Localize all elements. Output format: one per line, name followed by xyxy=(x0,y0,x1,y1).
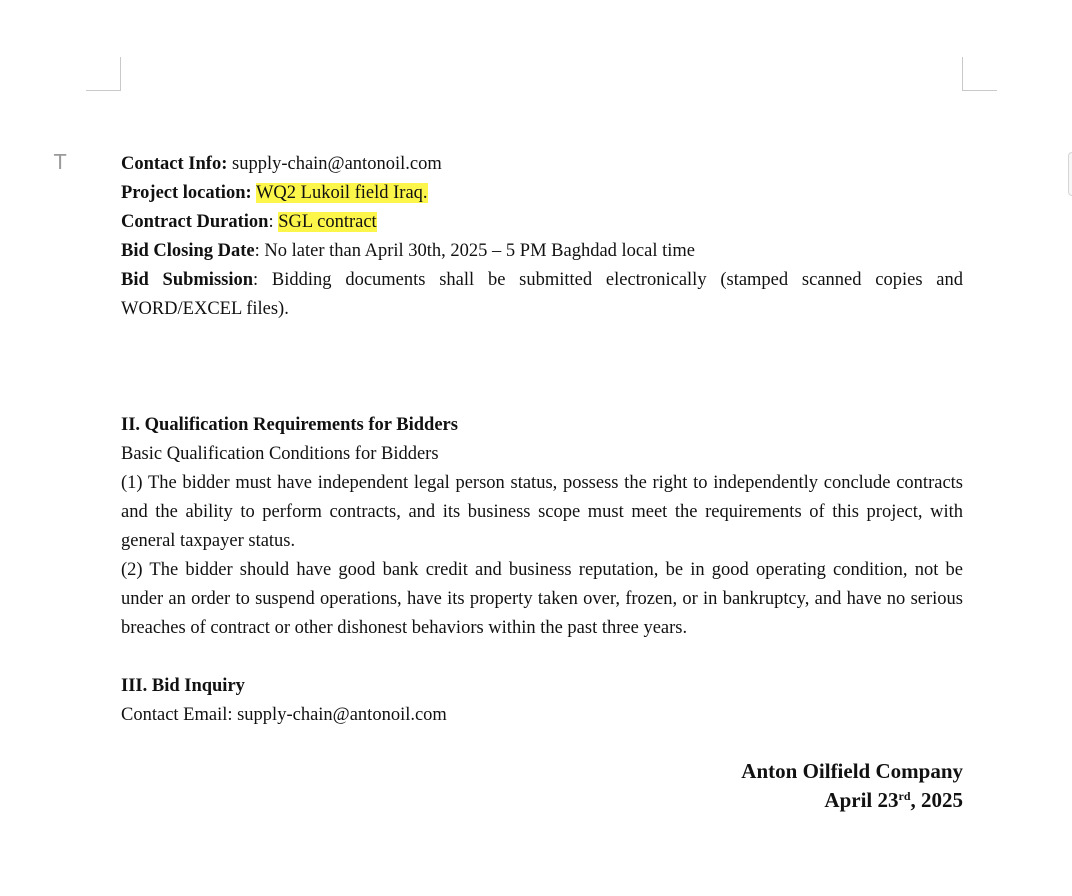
side-panel-handle[interactable] xyxy=(1068,152,1072,196)
signature-date-suffix: rd xyxy=(898,789,911,803)
bid-submission-label: Bid Submission xyxy=(121,270,254,290)
contract-duration-line xyxy=(121,208,963,237)
contact-info-value: supply-chain@antonoil.com xyxy=(227,154,442,174)
contract-duration-separator: : xyxy=(268,212,279,232)
project-location-line xyxy=(121,179,963,208)
contract-duration-label: Contract Duration xyxy=(121,212,269,232)
qualification-item-1: (1) The bidder must have independent legal person status, possess the right to independently conclude contracts and the ability to perform contracts, and its business scope must meet the requirements of this project, with general taxpayer status. xyxy=(121,473,963,551)
section-2-heading-text: II. Qualification Requirements for Bidders xyxy=(121,415,458,435)
signature-date xyxy=(121,786,963,815)
qualification-item-2: (2) The bidder should have good bank credit and business reputation, be in good operating condition, not be under an order to suspend operations, have its property taken over, frozen, or in bankruptcy, and have no serious breaches of contract or other dishonest behaviors within the past three years. xyxy=(121,560,963,638)
contact-email-line: Contact Email: supply-chain@antonoil.com xyxy=(121,705,447,725)
signature-block xyxy=(121,757,963,815)
bid-closing-label: Bid Closing Date xyxy=(121,241,255,261)
text-cursor-icon: T xyxy=(54,150,67,174)
section-3-heading xyxy=(121,672,963,701)
signature-date-prefix: April 23 xyxy=(824,788,899,812)
signature-date-year: , 2025 xyxy=(910,788,963,812)
section-2-subheading: Basic Qualification Conditions for Bidders xyxy=(121,444,439,464)
crop-mark-top-left xyxy=(86,57,121,91)
bid-submission-value: : Bidding documents shall be submitted electronically (stamped scanned copies and WORD/EXCEL files). xyxy=(121,270,963,319)
document-body[interactable] xyxy=(121,150,963,815)
section-2-heading xyxy=(121,411,963,440)
contact-info-line xyxy=(121,150,963,179)
crop-mark-top-right xyxy=(962,57,997,91)
bid-submission-paragraph xyxy=(121,266,963,324)
contact-info-label: Contact Info: xyxy=(121,154,228,174)
section-3-heading-text: III. Bid Inquiry xyxy=(121,676,245,696)
signature-company: Anton Oilfield Company xyxy=(741,759,963,783)
project-location-value: WQ2 Lukoil field Iraq. xyxy=(255,183,428,203)
bid-closing-value: : No later than April 30th, 2025 – 5 PM Baghdad local time xyxy=(254,241,695,261)
bid-closing-line xyxy=(121,237,963,266)
project-location-label: Project location: xyxy=(121,183,252,203)
contract-duration-value: SGL contract xyxy=(278,212,377,232)
